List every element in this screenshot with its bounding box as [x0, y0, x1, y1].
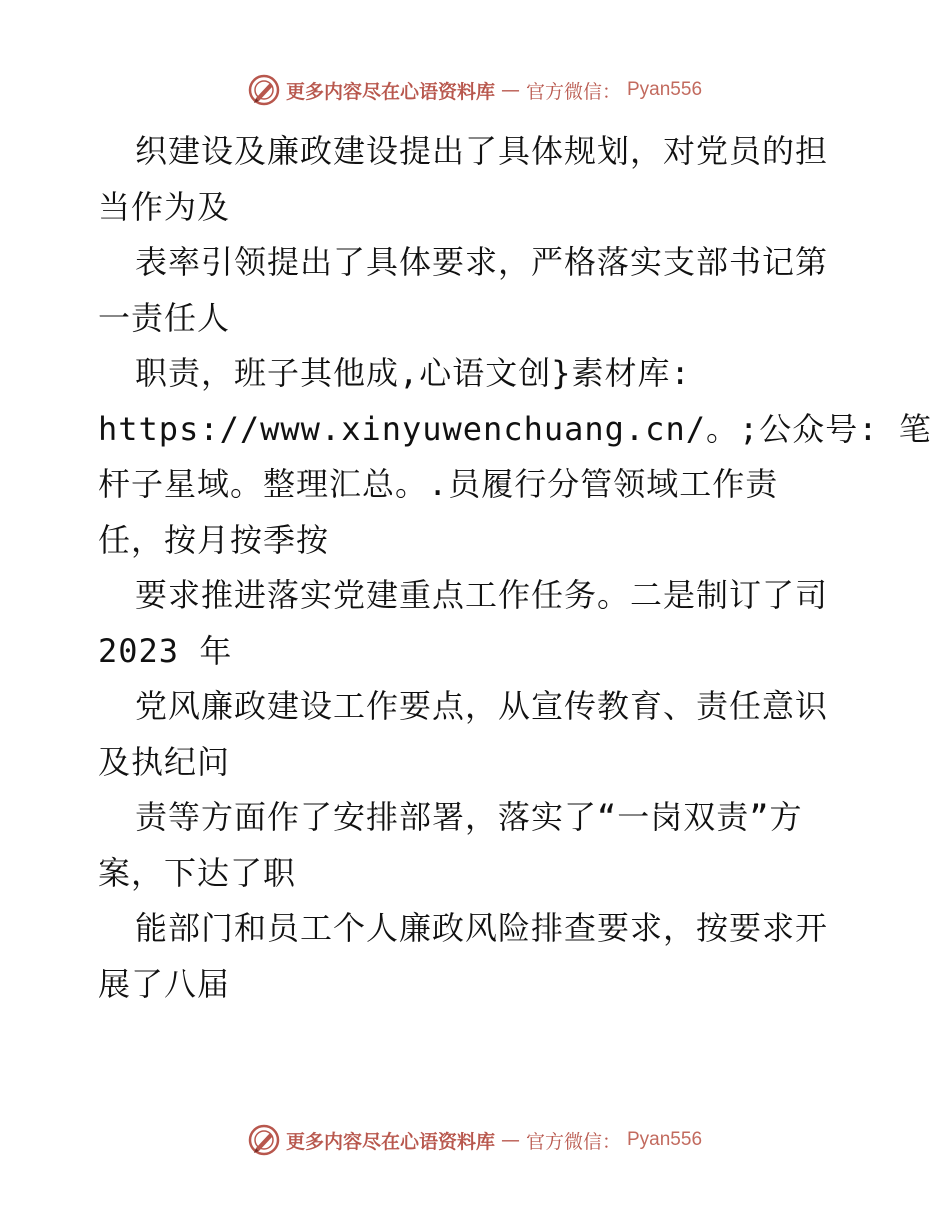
body-line: https://www.xinyuwenchuang.cn/。;公众号: 笔 [98, 409, 932, 448]
body-line: 展了八届 [98, 964, 231, 1003]
body-line: 能部门和员工个人廉政风险排查要求，按要求开 [135, 909, 829, 947]
body-line: 一责任人 [98, 298, 231, 337]
banner-wechat-id: Pyan556 [627, 1129, 703, 1150]
banner-wechat-id: Pyan556 [627, 79, 703, 100]
banner-wechat-label: 官方微信： [525, 80, 621, 103]
body-line: 杆子星域。整理汇总。.员履行分管领域工作责 [98, 465, 779, 503]
body-line: 当作为及 [98, 187, 231, 226]
body-line: 任，按月按季按 [98, 520, 330, 559]
red-pen-logo-icon [248, 1124, 280, 1156]
body-line: 及执纪问 [98, 742, 231, 781]
body-line: 表率引领提出了具体要求，严格落实支部书记第 [135, 243, 829, 281]
footer-watermark-banner [0, 1120, 950, 1160]
body-line: 案，下达了职 [98, 853, 297, 892]
banner-separator: — [500, 79, 520, 101]
body-line: 2023 年 [98, 631, 233, 670]
document-body [98, 124, 932, 1012]
banner-site-text: 更多内容尽在心语资料库 [285, 1130, 495, 1153]
banner-separator: — [500, 1129, 520, 1151]
red-pen-logo-icon [248, 74, 280, 106]
body-line: 职责，班子其他成,心语文创}素材库: [135, 354, 691, 392]
banner-site-text: 更多内容尽在心语资料库 [285, 80, 495, 103]
header-watermark-banner [0, 70, 950, 110]
body-line: 党风廉政建设工作要点，从宣传教育、责任意识 [135, 687, 829, 725]
body-line: 要求推进落实党建重点工作任务。二是制订了司 [135, 576, 829, 614]
banner-wechat-label: 官方微信： [525, 1130, 621, 1153]
body-line: 责等方面作了安排部署，落实了“一岗双责”方 [135, 798, 803, 836]
body-line: 织建设及廉政建设提出了具体规划，对党员的担 [135, 132, 829, 170]
